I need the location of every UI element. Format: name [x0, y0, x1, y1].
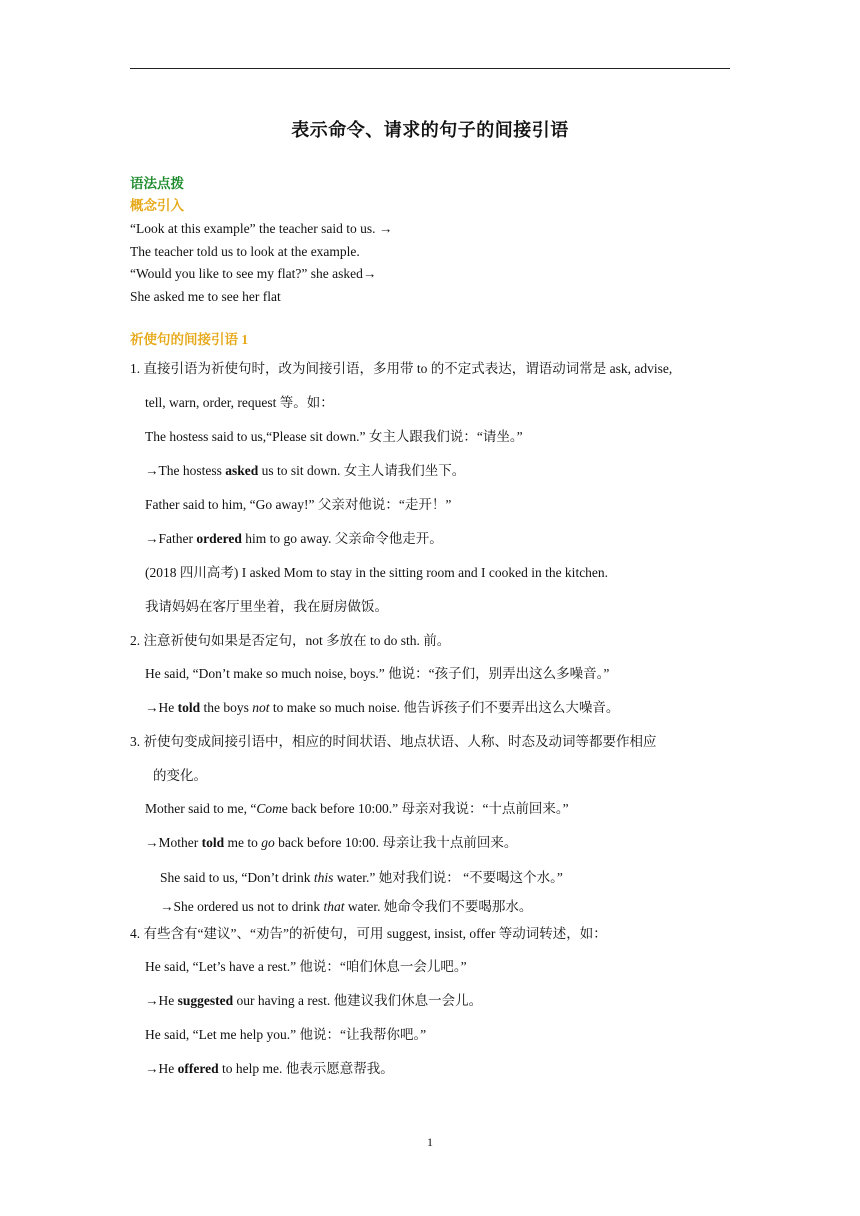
example-3-1: Mother said to me, “Come back before 10:00.” 母亲对我说：“十点前回来。”: [145, 801, 569, 816]
example-2-1: He said, “Don’t make so much noise, boys.” 他说：“孩子们，别弄出这么多噪音。”: [145, 666, 610, 681]
bold-verb: suggested: [177, 993, 234, 1008]
section-heading-grammar: 语法点拨: [130, 176, 184, 191]
example-1-5: (2018 四川高考) I asked Mom to stay in the sitting room and I cooked in the kitchen.: [145, 565, 609, 580]
section-heading-imperative: 祈使句的间接引语 1: [130, 332, 249, 347]
page-title: 表示命令、请求的句子的间接引语: [291, 120, 569, 140]
bold-verb: told: [201, 835, 225, 850]
example-2-2: →He told the boys not to make so much noise. 他告诉孩子们不要弄出这么大噪音。: [145, 700, 620, 715]
example-4-4: →He offered to help me. 他表示愿意帮我。: [145, 1061, 394, 1076]
example-1-2: →The hostess asked us to sit down. 女主人请我们坐下。: [145, 463, 466, 478]
bold-verb: ordered: [196, 531, 242, 546]
header-rule: [130, 68, 730, 69]
intro-line-4: She asked me to see her flat: [130, 289, 281, 304]
intro-line-1: “Look at this example” the teacher said to us. →: [130, 221, 393, 236]
intro-line-3: “Would you like to see my flat?” she asked→: [130, 266, 377, 281]
example-4-1: He said, “Let’s have a rest.” 他说：“咱们休息一会儿吧。”: [145, 959, 467, 974]
example-4-2: →He suggested our having a rest. 他建议我们休息一会儿。: [145, 993, 483, 1008]
rule-3-line-2: 的变化。: [153, 768, 207, 783]
intro-line-2: The teacher told us to look at the example.: [130, 244, 360, 259]
example-3-3: She said to us, “Don’t drink this water.” 她对我们说： “不要喝这个水。”: [160, 870, 563, 885]
bold-verb: told: [177, 700, 201, 715]
rule-2-line-1: 2. 注意祈使句如果是否定句，not 多放在 to do sth. 前。: [130, 633, 451, 648]
example-1-3: Father said to him, “Go away!” 父亲对他说：“走开！”: [145, 497, 452, 512]
example-4-3: He said, “Let me help you.” 他说：“让我帮你吧。”: [145, 1027, 427, 1042]
italic-word: not: [252, 700, 270, 715]
rule-1-line-1: 1. 直接引语为祈使句时，改为间接引语，多用带 to 的不定式表达，谓语动词常是 ask, advise,: [130, 361, 673, 376]
example-3-2: →Mother told me to go back before 10:00. 母亲让我十点前回来。: [145, 835, 518, 850]
rule-1-line-2: tell, warn, order, request 等。如：: [145, 395, 334, 410]
example-1-1: The hostess said to us,“Please sit down.” 女主人跟我们说：“请坐。”: [145, 429, 523, 444]
italic-word: that: [323, 899, 345, 914]
subheading-concept: 概念引入: [130, 198, 184, 213]
rule-4-line-1: 4. 有些含有“建议”、“劝告”的祈使句，可用 suggest, insist, offer 等动词转述，如：: [130, 926, 607, 941]
bold-verb: offered: [177, 1061, 219, 1076]
italic-word: this: [313, 870, 334, 885]
example-1-6: 我请妈妈在客厅里坐着，我在厨房做饭。: [145, 599, 388, 614]
rule-3-line-1: 3. 祈使句变成间接引语中，相应的时间状语、地点状语、人称、时态及动词等都要作相应: [130, 734, 657, 749]
italic-word: Com: [256, 801, 282, 816]
example-3-4: →She ordered us not to drink that water. 她命令我们不要喝那水。: [160, 899, 533, 914]
bold-verb: asked: [225, 463, 259, 478]
italic-word: go: [261, 835, 275, 850]
example-1-4: →Father ordered him to go away. 父亲命令他走开。: [145, 531, 443, 546]
page-number: 1: [427, 1135, 433, 1149]
